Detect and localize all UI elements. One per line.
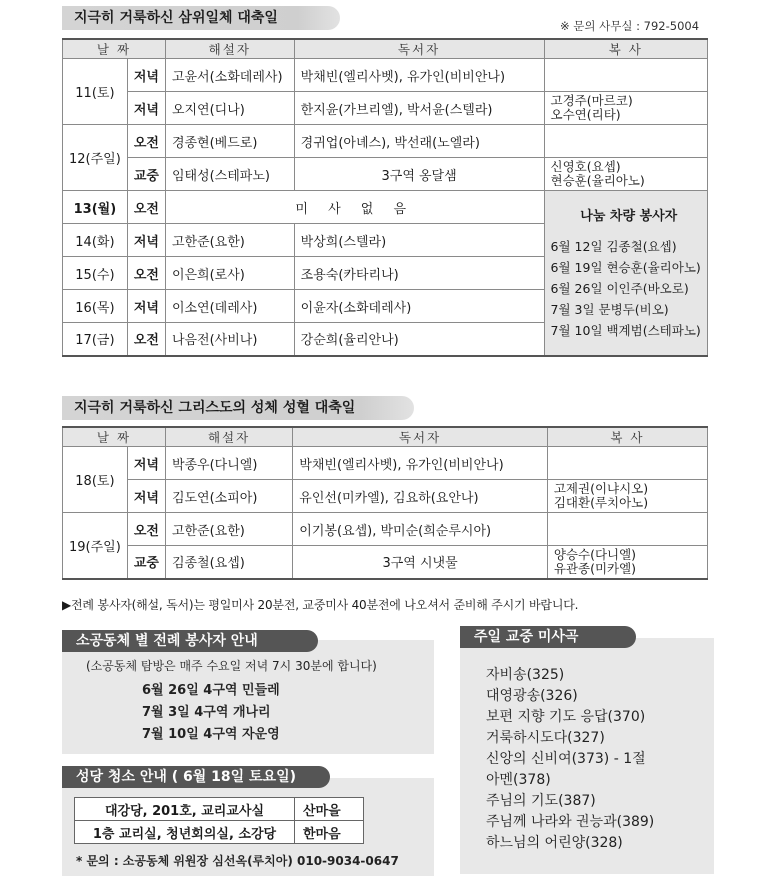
table-row xyxy=(63,191,708,224)
no-mass-label: 미 사 없 음 xyxy=(165,191,544,224)
hymn-item: 신앙의 신비여(373) - 1절 xyxy=(486,751,646,767)
header-servers: 복 사 xyxy=(547,427,707,447)
header-date: 날 짜 xyxy=(63,427,166,447)
table-row xyxy=(63,158,708,191)
cleaning-title: 성당 청소 안내 ( 6월 18일 토요일) xyxy=(62,766,330,788)
row-time: 저녁 xyxy=(127,59,165,92)
row-commentator: 이은희(로사) xyxy=(165,257,294,290)
row-date: 18(토) xyxy=(63,447,128,513)
row-time: 저녁 xyxy=(127,92,165,125)
row-commentator: 고한준(요한) xyxy=(165,224,294,257)
car-volunteers xyxy=(544,191,707,356)
row-readers: 유인선(미카엘), 김요하(요안나) xyxy=(293,480,548,513)
volunteer-item: 6월 12일 김종철(요셉) xyxy=(550,239,677,254)
hymn-list xyxy=(486,665,654,854)
office-contact: ※ 문의 사무실 : 792-5004 xyxy=(560,19,700,33)
community-item: 7월 3일 4구역 개나리 xyxy=(142,705,271,720)
table-row xyxy=(63,59,708,92)
header-commentator: 해설자 xyxy=(165,39,294,59)
row-readers: 이윤자(소화데레사) xyxy=(294,290,544,323)
row-date: 11(토) xyxy=(63,59,128,125)
row-readers: 한지윤(가브리엘), 박서윤(스텔라) xyxy=(294,92,544,125)
row-servers xyxy=(544,125,707,158)
hymn-item: 거룩하시도다(327) xyxy=(486,730,605,746)
server-name: 오수연(리타) xyxy=(550,107,621,122)
community-subtitle: (소공동체 탐방은 매주 수요일 저녁 7시 30분에 합니다) xyxy=(86,659,377,673)
row-commentator: 고한준(요한) xyxy=(165,513,292,546)
server-name: 고제권(이냐시오) xyxy=(553,481,649,496)
server-name: 고경주(마르코) xyxy=(550,93,633,108)
row-servers xyxy=(544,59,707,92)
row-date: 16(목) xyxy=(63,290,128,323)
row-commentator: 김종철(요셉) xyxy=(165,546,292,579)
row-readers: 강순희(율리안나) xyxy=(294,323,544,356)
hymns-title: 주일 교중 미사곡 xyxy=(460,626,636,648)
header-date: 날 짜 xyxy=(63,39,166,59)
volunteer-item: 6월 19일 현승훈(율리아노) xyxy=(550,260,701,275)
volunteer-item: 7월 3일 문병두(비오) xyxy=(550,302,669,317)
row-time: 오전 xyxy=(127,257,165,290)
header-readers: 독서자 xyxy=(294,39,544,59)
row-commentator: 오지연(디나) xyxy=(165,92,294,125)
community-item: 6월 26일 4구역 민들레 xyxy=(142,683,280,698)
cleaning-group: 한마음 xyxy=(295,821,364,844)
row-servers xyxy=(544,92,707,125)
row-servers xyxy=(547,447,707,480)
row-commentator: 고윤서(소화데레사) xyxy=(165,59,294,92)
header-servers: 복 사 xyxy=(544,39,707,59)
volunteer-item: 7월 10일 백계범(스테파노) xyxy=(550,323,701,338)
volunteer-item: 6월 26일 이인주(바오로) xyxy=(550,281,689,296)
hymn-item: 아멘(378) xyxy=(486,772,551,788)
cleaning-place: 대강당, 201호, 교리교사실 xyxy=(75,798,295,821)
table-row xyxy=(75,821,364,844)
table-row xyxy=(63,513,708,546)
row-commentator: 박종우(다니엘) xyxy=(165,447,292,480)
row-time: 오전 xyxy=(127,125,165,158)
table-row xyxy=(63,546,708,579)
row-date: 19(주일) xyxy=(63,513,128,579)
row-commentator: 이소연(데레사) xyxy=(165,290,294,323)
row-time: 저녁 xyxy=(127,224,165,257)
server-name: 유관종(미카엘) xyxy=(553,560,637,576)
cleaning-table xyxy=(74,797,364,844)
server-name: 김대환(루치아노) xyxy=(553,495,649,510)
row-commentator: 경종현(베드로) xyxy=(165,125,294,158)
row-readers: 조용숙(카타리나) xyxy=(294,257,544,290)
row-time: 오전 xyxy=(127,191,165,224)
hymn-item: 보편 지향 기도 응답(370) xyxy=(486,709,646,725)
row-readers: 이기봉(요셉), 박미순(희순루시아) xyxy=(293,513,548,546)
row-time: 오전 xyxy=(127,513,165,546)
table-row xyxy=(75,798,364,821)
row-readers: 박채빈(엘리사벳), 유가인(비비안나) xyxy=(293,447,548,480)
row-date: 15(수) xyxy=(63,257,128,290)
header-commentator: 해설자 xyxy=(165,427,292,447)
row-servers xyxy=(547,513,707,546)
row-servers xyxy=(547,480,707,513)
liturgy-note: ▶전례 봉사자(해설, 독서)는 평일미사 20분전, 교중미사 40분전에 나오셔서 준비해 주시기 바랍니다. xyxy=(62,598,579,612)
row-servers xyxy=(544,158,707,191)
row-time: 저녁 xyxy=(127,290,165,323)
hymn-item: 주님께 나라와 권능과(389) xyxy=(486,814,655,830)
row-commentator: 임태성(스테파노) xyxy=(165,158,294,191)
section2-title: 지극히 거룩하신 그리스도의 성체 성혈 대축일 xyxy=(62,396,414,420)
header-readers: 독서자 xyxy=(293,427,548,447)
row-readers: 3구역 옹달샘 xyxy=(294,158,544,191)
table-row xyxy=(63,92,708,125)
section1-title: 지극히 거룩하신 삼위일체 대축일 xyxy=(62,6,340,30)
table-row xyxy=(63,125,708,158)
hymn-item: 주님의 기도(387) xyxy=(486,793,596,809)
server-name: 신영호(요셉) xyxy=(550,159,621,174)
server-name: 현승훈(율리아노) xyxy=(550,173,645,188)
row-servers xyxy=(547,546,707,579)
row-date: 17(금) xyxy=(63,323,128,356)
table-row xyxy=(63,480,708,513)
cleaning-group: 산마을 xyxy=(295,798,364,821)
row-time: 교중 xyxy=(127,546,165,579)
row-time: 오전 xyxy=(127,323,165,356)
row-date: 14(화) xyxy=(63,224,128,257)
car-volunteers-title: 나눔 차량 봉사자 xyxy=(580,209,678,224)
table-row xyxy=(63,447,708,480)
cleaning-place: 1층 교리실, 청년회의실, 소강당 xyxy=(75,821,295,844)
row-readers: 박상희(스텔라) xyxy=(294,224,544,257)
hymn-item: 하느님의 어린양(328) xyxy=(486,835,623,851)
server-name: 양승수(다니엘) xyxy=(553,546,637,562)
community-item: 7월 10일 4구역 자운영 xyxy=(142,727,280,742)
cleaning-contact: * 문의 : 소공동체 위원장 심선옥(루치아) 010-9034-0647 xyxy=(76,854,399,868)
row-date: 13(월) xyxy=(63,191,128,224)
row-readers: 3구역 시냇물 xyxy=(293,546,548,579)
row-time: 저녁 xyxy=(127,480,165,513)
community-title: 소공동체 별 전례 봉사자 안내 xyxy=(62,630,318,652)
schedule-table-2 xyxy=(62,426,708,580)
schedule-table-1 xyxy=(62,38,708,357)
hymn-item: 대영광송(326) xyxy=(486,688,578,704)
row-commentator: 김도연(소피아) xyxy=(165,480,292,513)
row-date: 12(주일) xyxy=(63,125,128,191)
row-readers: 경귀업(아녜스), 박선래(노엘라) xyxy=(294,125,544,158)
row-time: 저녁 xyxy=(127,447,165,480)
hymn-item: 자비송(325) xyxy=(486,667,565,683)
row-readers: 박채빈(엘리사벳), 유가인(비비안나) xyxy=(294,59,544,92)
row-time: 교중 xyxy=(127,158,165,191)
row-commentator: 나음전(사비나) xyxy=(165,323,294,356)
